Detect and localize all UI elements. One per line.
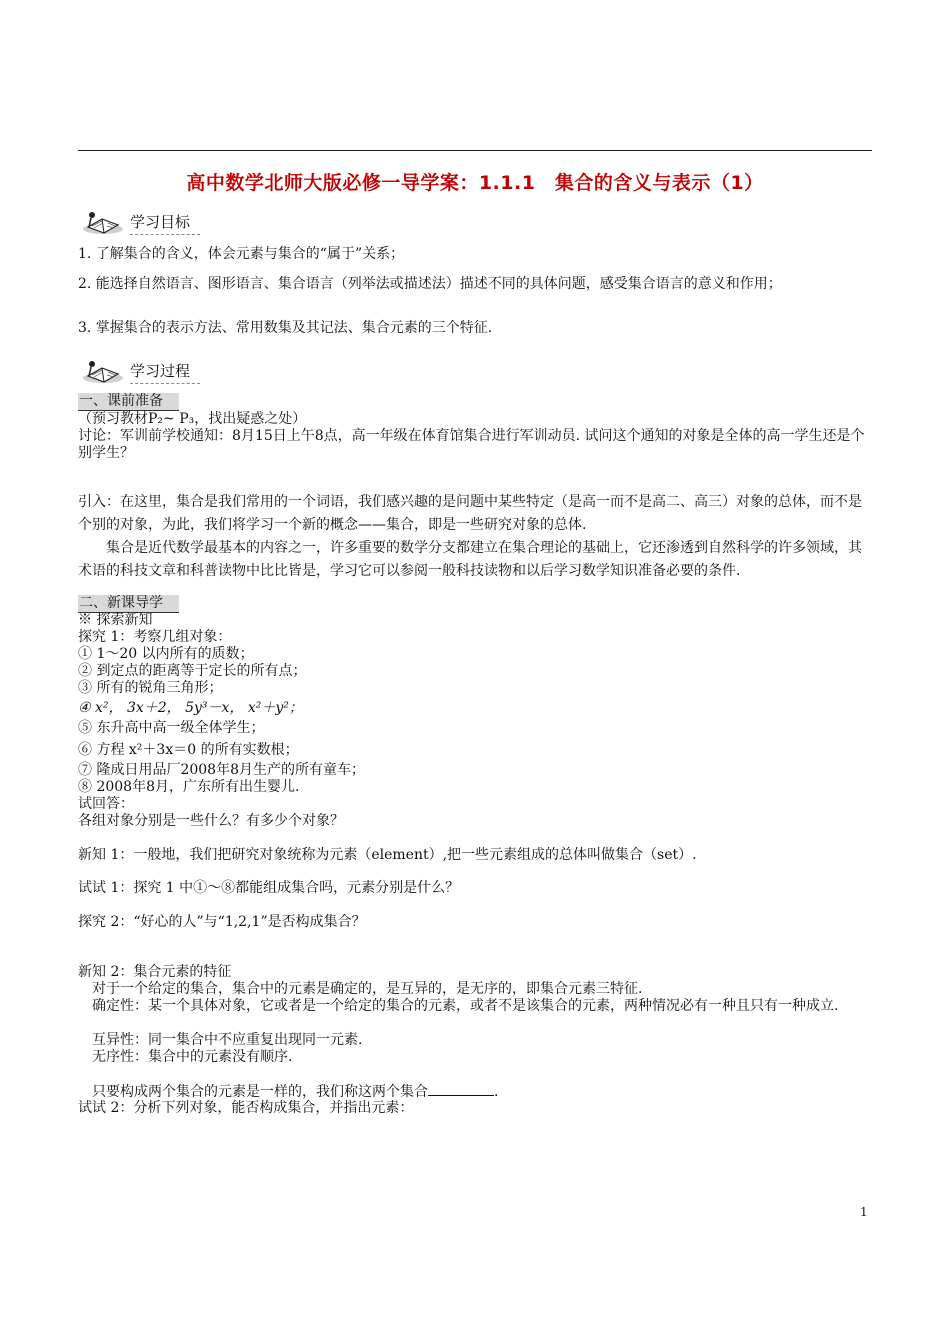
objectives-label: 学习目标 bbox=[130, 211, 200, 235]
question-1: 各组对象分别是一些什么？有多少个对象？ bbox=[78, 813, 344, 829]
part2-heading: 二、新课导学 bbox=[78, 595, 179, 613]
list-item: ② 到定点的距离等于定长的所有点； bbox=[78, 663, 307, 679]
explore-label: ※ 探索新知 bbox=[78, 612, 153, 628]
page-title: 高中数学北师大版必修一导学案：1.1.1 集合的含义与表示（1） bbox=[186, 172, 764, 194]
list-item: ⑥ 方程 x²＋3x＝0 的所有实数根； bbox=[78, 742, 299, 758]
objective-2: 2. 能选择自然语言、图形语言、集合语言（列举法或描述法）描述不同的具体问题，感受集合语言的意义和作用； bbox=[78, 276, 782, 292]
objectives-section-header bbox=[82, 207, 200, 235]
discussion-text: 讨论：军训前学校通知：8月15日上午8点，高一年级在体育馆集合进行军训动员. 试问这个通知的对象是全体的高一学生还是个别学生？ bbox=[78, 428, 865, 461]
fill-in-blank[interactable] bbox=[428, 1083, 494, 1096]
equal-sets-text bbox=[78, 1083, 874, 1101]
distinct-text: 互异性：同一集合中不应重复出现同一元素. bbox=[78, 1032, 363, 1048]
list-item: ③ 所有的锐角三角形； bbox=[78, 680, 223, 696]
part1-heading: 一、课前准备 bbox=[78, 393, 179, 411]
equal-sets-end: . bbox=[494, 1084, 499, 1100]
book-icon bbox=[82, 207, 124, 235]
book-icon bbox=[82, 356, 124, 384]
objective-1: 1. 了解集合的含义，体会元素与集合的“属于”关系； bbox=[78, 246, 405, 262]
intro-paragraph-1: 引入：在这里，集合是我们常用的一个词语，我们感兴趣的是问题中某些特定（是高一而不是高二、高三）对象的总体，而不是个别的对象，为此，我们将学习一个新的概念——集合，即是一些研究对象的总体. bbox=[78, 494, 862, 533]
process-section-header bbox=[82, 356, 200, 384]
process-label: 学习过程 bbox=[130, 360, 200, 384]
new-knowledge-1: 新知 1：一般地，我们把研究对象统称为元素（element）,把一些元素组成的总体叫做集合（set）. bbox=[78, 847, 697, 863]
list-item: ⑦ 隆成日用品厂2008年8月生产的所有童车； bbox=[78, 762, 365, 778]
unordered-text: 无序性：集合中的元素没有顺序. bbox=[78, 1049, 293, 1065]
objective-3: 3. 掌握集合的表示方法、常用数集及其记法、集合元素的三个特征. bbox=[78, 320, 493, 336]
intro-paragraph-2: 集合是近代数学最基本的内容之一，许多重要的数学分支都建立在集合理论的基础上，它还渗透到自然科学的许多领域，其术语的科技文章和科普读物中比比皆是，学习它可以参阅一般科技读物和以后学习数学知识准备必要的条件. bbox=[78, 540, 862, 579]
answer-label: 试回答： bbox=[78, 796, 134, 812]
explore-2: 探究 2：“好心的人”与“1,2,1”是否构成集合？ bbox=[78, 914, 366, 930]
list-item: ⑤ 东升高中高一级全体学生； bbox=[78, 720, 265, 736]
try-2: 试试 2：分析下列对象，能否构成集合，并指出元素： bbox=[78, 1100, 414, 1116]
page-number: 1 bbox=[860, 1205, 868, 1219]
certainty-text: 确定性：某一个具体对象，它或者是一个给定的集合的元素，或者不是该集合的元素，两种情况必有一种且只有一种成立. bbox=[78, 998, 839, 1014]
try-1: 试试 1：探究 1 中①～⑧都能组成集合吗，元素分别是什么？ bbox=[78, 880, 460, 896]
list-item: ⑧ 2008年8月，广东所有出生婴儿. bbox=[78, 779, 300, 795]
new-knowledge-2: 新知 2：集合元素的特征 bbox=[78, 964, 232, 980]
list-item: ④ x²， 3x＋2， 5y³－x， x²＋y²； bbox=[78, 700, 303, 716]
equal-sets-sentence: 只要构成两个集合的元素是一样的，我们称这两个集合 bbox=[78, 1084, 428, 1100]
preview-note: （预习教材P₂~ P₃，找出疑惑之处） bbox=[78, 411, 307, 427]
header-rule bbox=[78, 150, 872, 151]
features-intro: 对于一个给定的集合，集合中的元素是确定的，是互异的，是无序的，即集合元素三特征. bbox=[78, 981, 643, 997]
explore1-label: 探究 1：考察几组对象： bbox=[78, 629, 232, 645]
list-item: ① 1～20 以内所有的质数； bbox=[78, 646, 254, 662]
